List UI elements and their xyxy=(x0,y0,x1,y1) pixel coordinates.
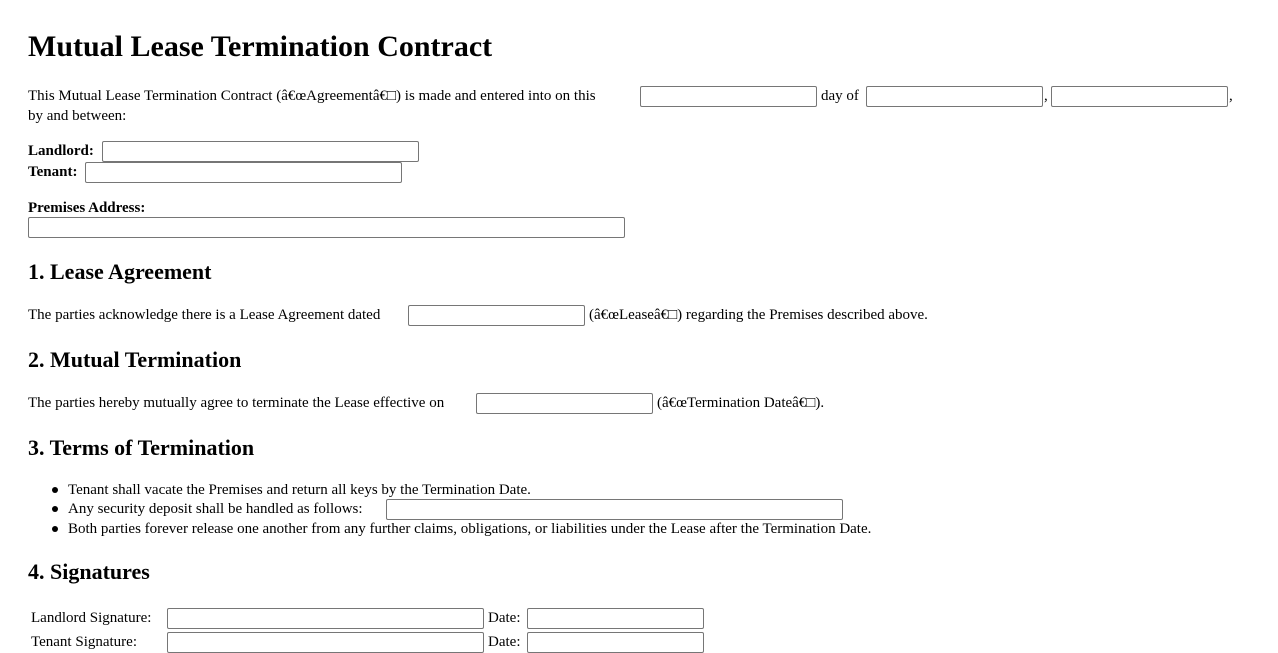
agreement-year-field[interactable] xyxy=(1051,86,1228,107)
list-item: Both parties forever release one another from any further claims, obligations, or liabilities under the Lease after the Termination Date. xyxy=(68,521,872,537)
landlord-date-label: Date: xyxy=(488,610,521,626)
premises-address-label: Premises Address: xyxy=(28,200,146,216)
section-heading-signatures: 4. Signatures xyxy=(28,559,150,584)
intro-text-before: This Mutual Lease Termination Contract (â€œAgreementâ€□) is made and entered into on this xyxy=(28,88,596,104)
list-item: Any security deposit shall be handled as follows: xyxy=(68,501,363,517)
intro-comma: , xyxy=(1044,88,1048,104)
agreement-day-field[interactable] xyxy=(640,86,817,107)
section-heading-terms-of-termination: 3. Terms of Termination xyxy=(28,435,255,460)
tenant-signature-label: Tenant Signature: xyxy=(31,634,138,650)
tenant-label: Tenant: xyxy=(28,164,78,180)
termination-date-field[interactable] xyxy=(476,393,653,414)
landlord-signature-label: Landlord Signature: xyxy=(31,610,152,626)
intro-trailing-comma: , xyxy=(1229,88,1233,104)
list-bullet xyxy=(52,526,58,532)
termination-text-before: The parties hereby mutually agree to terminate the Lease effective on xyxy=(28,395,445,411)
lease-date-field[interactable] xyxy=(408,305,585,326)
agreement-month-field[interactable] xyxy=(866,86,1043,107)
landlord-name-field[interactable] xyxy=(102,141,419,162)
list-bullet xyxy=(52,506,58,512)
landlord-signature-field[interactable] xyxy=(167,608,484,629)
section-heading-lease-agreement: 1. Lease Agreement xyxy=(28,259,212,284)
security-deposit-field[interactable] xyxy=(386,499,843,520)
list-bullet xyxy=(52,487,58,493)
termination-text-after: (â€œTermination Dateâ€□). xyxy=(657,395,825,411)
intro-day-of: day of xyxy=(821,88,859,104)
tenant-name-field[interactable] xyxy=(85,162,402,183)
page-title: Mutual Lease Termination Contract xyxy=(28,30,493,63)
lease-agreement-text-after: (â€œLeaseâ€□) regarding the Premises described above. xyxy=(589,307,928,323)
lease-agreement-text-before: The parties acknowledge there is a Lease Agreement dated xyxy=(28,307,381,323)
intro-text-after: by and between: xyxy=(28,108,127,124)
landlord-label: Landlord: xyxy=(28,143,94,159)
landlord-date-field[interactable] xyxy=(527,608,704,629)
list-item: Tenant shall vacate the Premises and return all keys by the Termination Date. xyxy=(68,482,531,498)
premises-address-field[interactable] xyxy=(28,217,625,238)
section-heading-mutual-termination: 2. Mutual Termination xyxy=(28,347,242,372)
tenant-date-label: Date: xyxy=(488,634,521,650)
